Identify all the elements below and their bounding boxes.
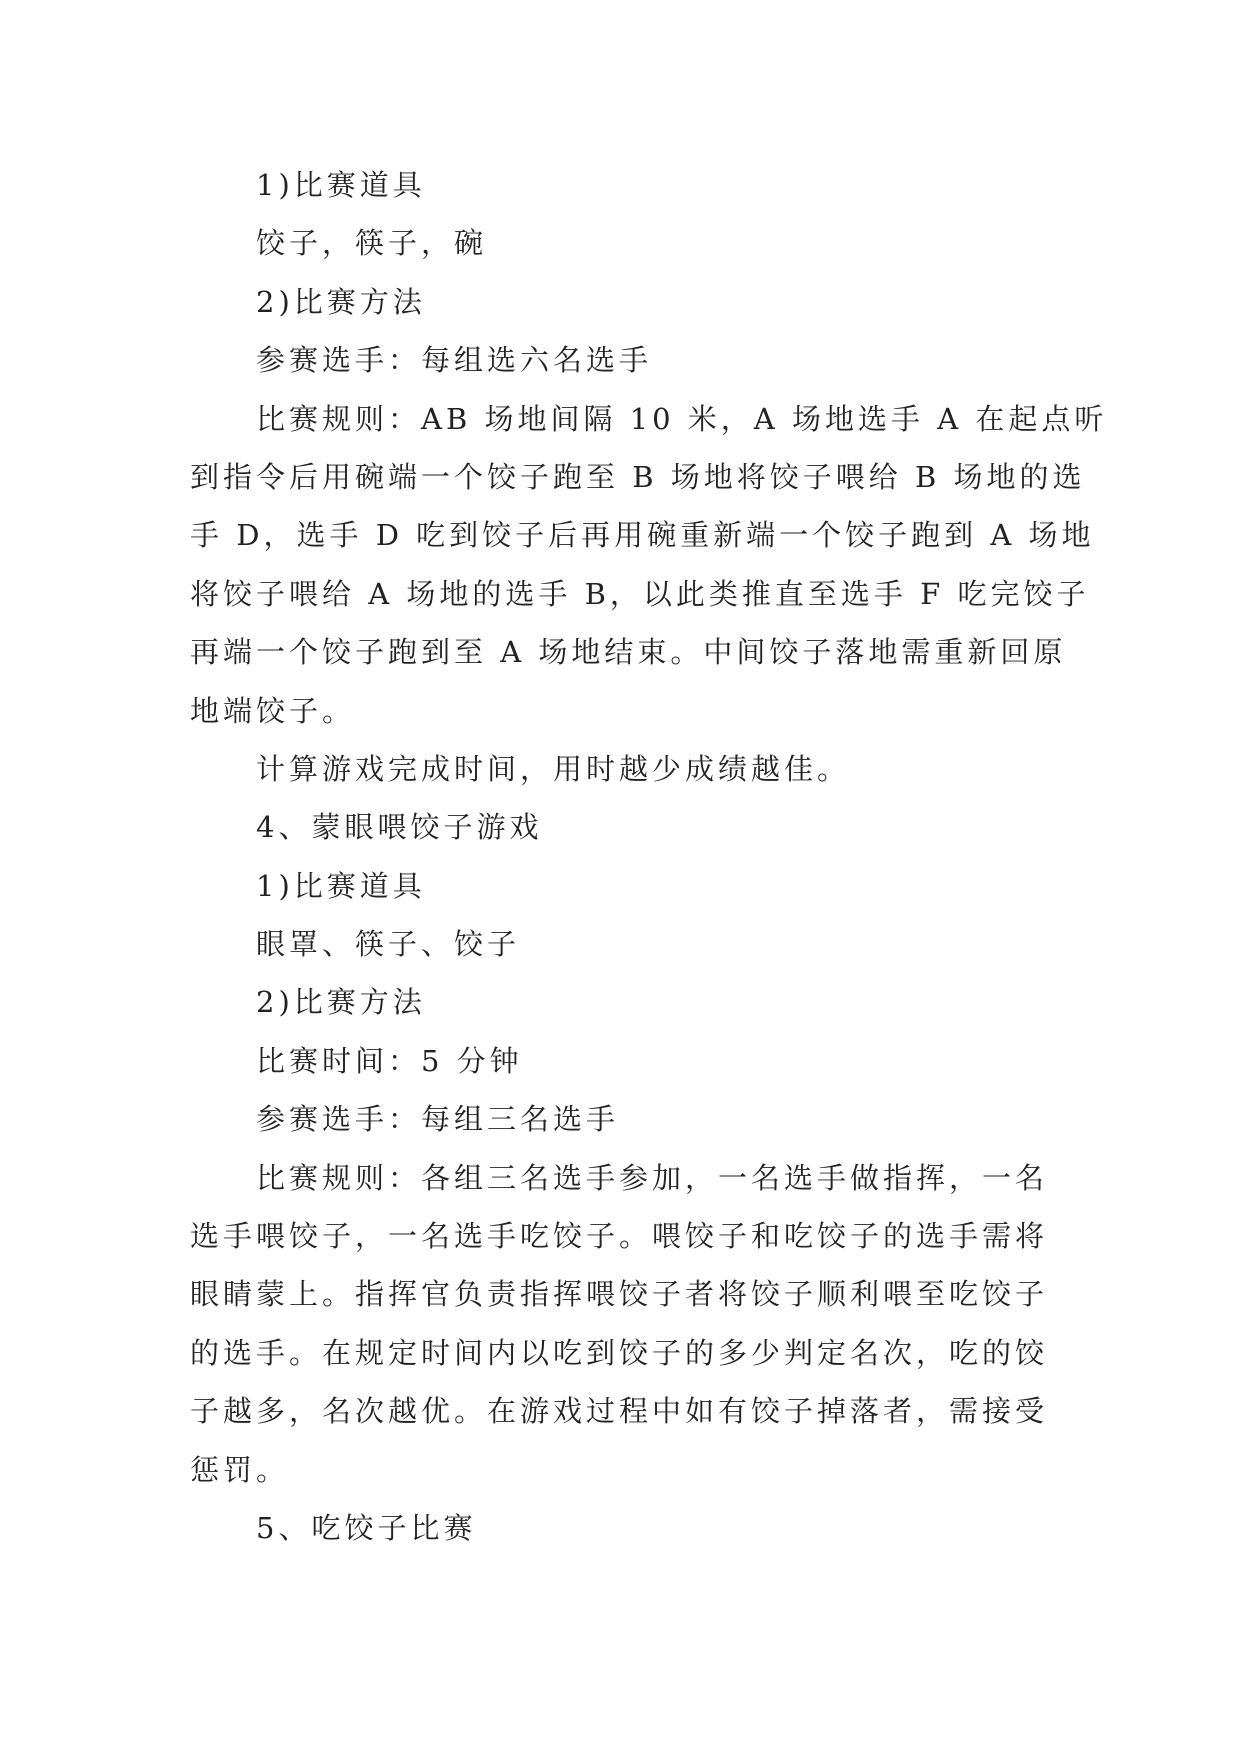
paragraph-line: 选手喂饺子，一名选手吃饺子。喂饺子和吃饺子的选手需将 (190, 1219, 1049, 1254)
section-title-game-5: 5、吃饺子比赛 (256, 1510, 477, 1545)
paragraph-line: 将饺子喂给 A 场地的选手 B，以此类推直至选手 F 吃完饺子 (190, 576, 1090, 611)
paragraph-line: 地端饺子。 (190, 693, 356, 728)
text-line: 参赛选手：每组三名选手 (256, 1102, 620, 1137)
paragraph-line: 到指令后用碗端一个饺子跑至 B 场地将饺子喂给 B 场地的选 (190, 459, 1086, 494)
paragraph-line: 的选手。在规定时间内以吃到饺子的多少判定名次，吃的饺 (190, 1335, 1049, 1370)
document-body (190, 156, 1108, 1557)
paragraph-line: 手 D，选手 D 吃到饺子后再用碗重新端一个饺子跑到 A 场地 (190, 518, 1095, 553)
section-heading-method: 2)比赛方法 (256, 985, 426, 1020)
text-line: 参赛选手：每组选六名选手 (256, 343, 653, 378)
section-heading-props: 1)比赛道具 (256, 168, 426, 202)
text-line: 计算游戏完成时间，用时越少成绩越佳。 (256, 751, 851, 786)
paragraph-line: 惩罚。 (190, 1452, 290, 1487)
text-line: 饺子，筷子，碗 (256, 226, 488, 261)
paragraph-first-line: 比赛规则：各组三名选手参加，一名选手做指挥，一名 (256, 1160, 1049, 1195)
text-line: 眼罩、筷子、饺子 (256, 927, 521, 962)
section-heading-method: 2)比赛方法 (256, 284, 426, 319)
section-title-game-4: 4、蒙眼喂饺子游戏 (256, 810, 543, 845)
text-line: 比赛时间：5 分钟 (256, 1043, 523, 1078)
paragraph-line: 眼睛蒙上。指挥官负责指挥喂饺子者将饺子顺利喂至吃饺子 (190, 1277, 1049, 1312)
section-heading-props: 1)比赛道具 (256, 868, 426, 903)
paragraph-first-line: 比赛规则：AB 场地间隔 10 米，A 场地选手 A 在起点听 (256, 401, 1108, 436)
paragraph-line: 再端一个饺子跑到至 A 场地结束。中间饺子落地需重新回原 (190, 635, 1067, 670)
paragraph-line: 子越多，名次越优。在游戏过程中如有饺子掉落者，需接受 (190, 1394, 1049, 1429)
